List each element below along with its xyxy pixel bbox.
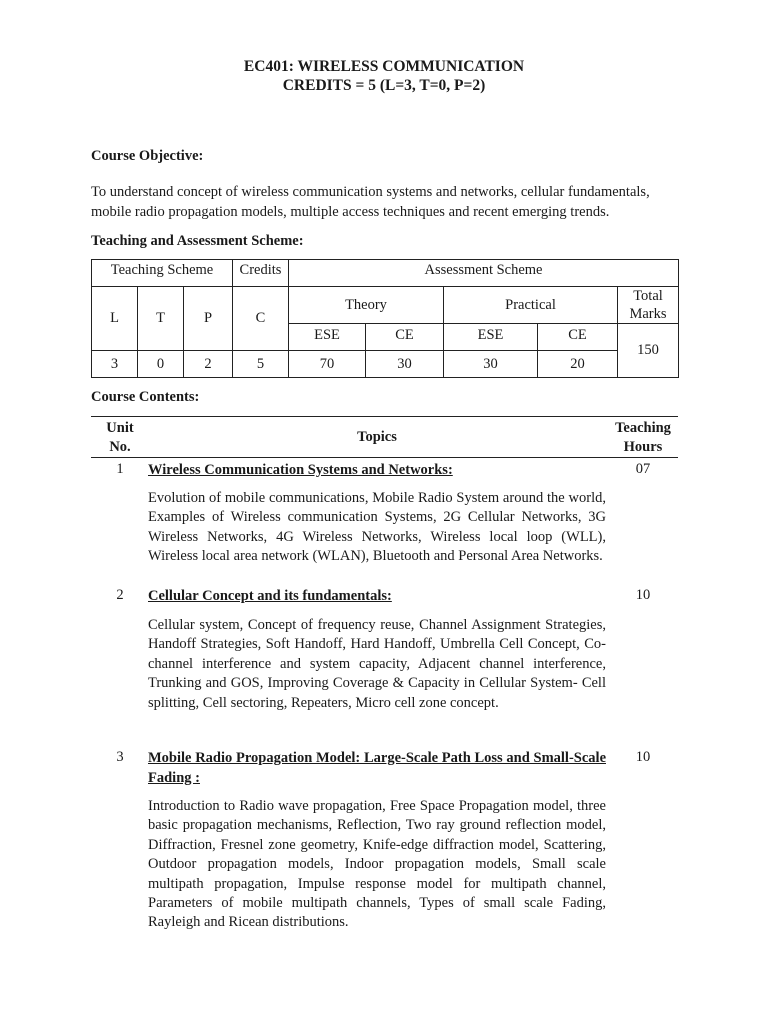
- theory-ce-value: 30: [366, 351, 444, 378]
- unit-number: 3: [116, 749, 124, 765]
- theory-header: Theory: [289, 287, 444, 324]
- contents-heading: Course Contents:: [91, 389, 200, 405]
- practical-ce-value: 20: [538, 351, 618, 378]
- unit-number: 2: [116, 587, 124, 603]
- unit-hours: 10: [635, 749, 651, 765]
- lecture-value: 3: [92, 351, 138, 378]
- practical-ce-header: CE: [538, 324, 618, 351]
- unit-description: Cellular system, Concept of frequency reuse, Channel Assignment Strategies, Handoff Strategies, Soft Handoff, Hard Handoff, Umbrella Cell Concept, Co-channel interference and system capacity, Adjacent channel interference, Trunking and GOS, Improving Coverage & Capacity in Cellular System- Cell splitting, Cell sectoring, Repeaters, Micro cell zone concept.: [148, 617, 606, 711]
- tutorial-value: 0: [138, 351, 184, 378]
- assessment-table: [91, 259, 679, 378]
- practical-header: Practical: [444, 287, 618, 324]
- scheme-heading: Teaching and Assessment Scheme:: [91, 233, 304, 249]
- unit-title: Mobile Radio Propagation Model: Large-Scale Path Loss and Small-Scale Fading :: [148, 750, 606, 786]
- credit-header: C: [233, 287, 289, 351]
- unit-description: Evolution of mobile communications, Mobile Radio System around the world, Examples of Wireless communication Systems, 2G Cellular Networks, 3G Wireless Networks, 4G Wireless Networks, Wireless local loop (WLL), Wireless local area network (WLAN), Bluetooth and Personal Area Networks.: [148, 490, 606, 565]
- theory-ese-header: ESE: [289, 324, 366, 351]
- practical-ese-value: 30: [444, 351, 538, 378]
- unit-number: 1: [116, 461, 124, 477]
- unit-no-header: Unit No.: [106, 420, 134, 455]
- practical-hours-header: P: [184, 287, 233, 351]
- theory-ese-value: 70: [289, 351, 366, 378]
- unit-title: Cellular Concept and its fundamentals:: [148, 588, 392, 604]
- teaching-scheme-header: Teaching Scheme: [92, 260, 233, 287]
- objective-text: To understand concept of wireless communication systems and networks, cellular fundamentals, mobile radio propagation models, multiple access techniques and recent emerging trends.: [91, 184, 650, 220]
- tutorial-header: T: [138, 287, 184, 351]
- topics-header: Topics: [357, 429, 397, 445]
- objective-heading: Course Objective:: [91, 148, 204, 164]
- contents-top-rule: [91, 416, 678, 417]
- credits-header: Credits: [233, 260, 289, 287]
- unit-hours: 07: [635, 461, 651, 477]
- lecture-header: L: [92, 287, 138, 351]
- credit-value: 5: [233, 351, 289, 378]
- course-title: EC401: WIRELESS COMMUNICATION: [243, 58, 525, 75]
- total-marks-header: Total Marks: [618, 287, 679, 324]
- theory-ce-header: CE: [366, 324, 444, 351]
- hours-header: Teaching Hours: [615, 420, 671, 455]
- contents-header-rule: [91, 457, 678, 458]
- practical-hours-value: 2: [184, 351, 233, 378]
- unit-hours: 10: [635, 587, 651, 603]
- assessment-scheme-header: Assessment Scheme: [289, 260, 679, 287]
- unit-description: Introduction to Radio wave propagation, Free Space Propagation model, three basic propagation mechanisms, Reflection, Two ray ground reflection model, Diffraction, Fresnel zone geometry, Knife-edge diffraction model, Scattering, Outdoor propagation models, Indoor propagation models, Small scale multipath propagation, Impulse response model for multipath channel, Parameters of mobile multipath channels, Types of small scale Fading, Rayleigh and Ricean distributions.: [148, 798, 606, 931]
- total-marks-value: 150: [618, 324, 679, 378]
- course-credits: CREDITS = 5 (L=3, T=0, P=2): [282, 77, 486, 94]
- unit-title: Wireless Communication Systems and Networks:: [148, 462, 453, 478]
- practical-ese-header: ESE: [444, 324, 538, 351]
